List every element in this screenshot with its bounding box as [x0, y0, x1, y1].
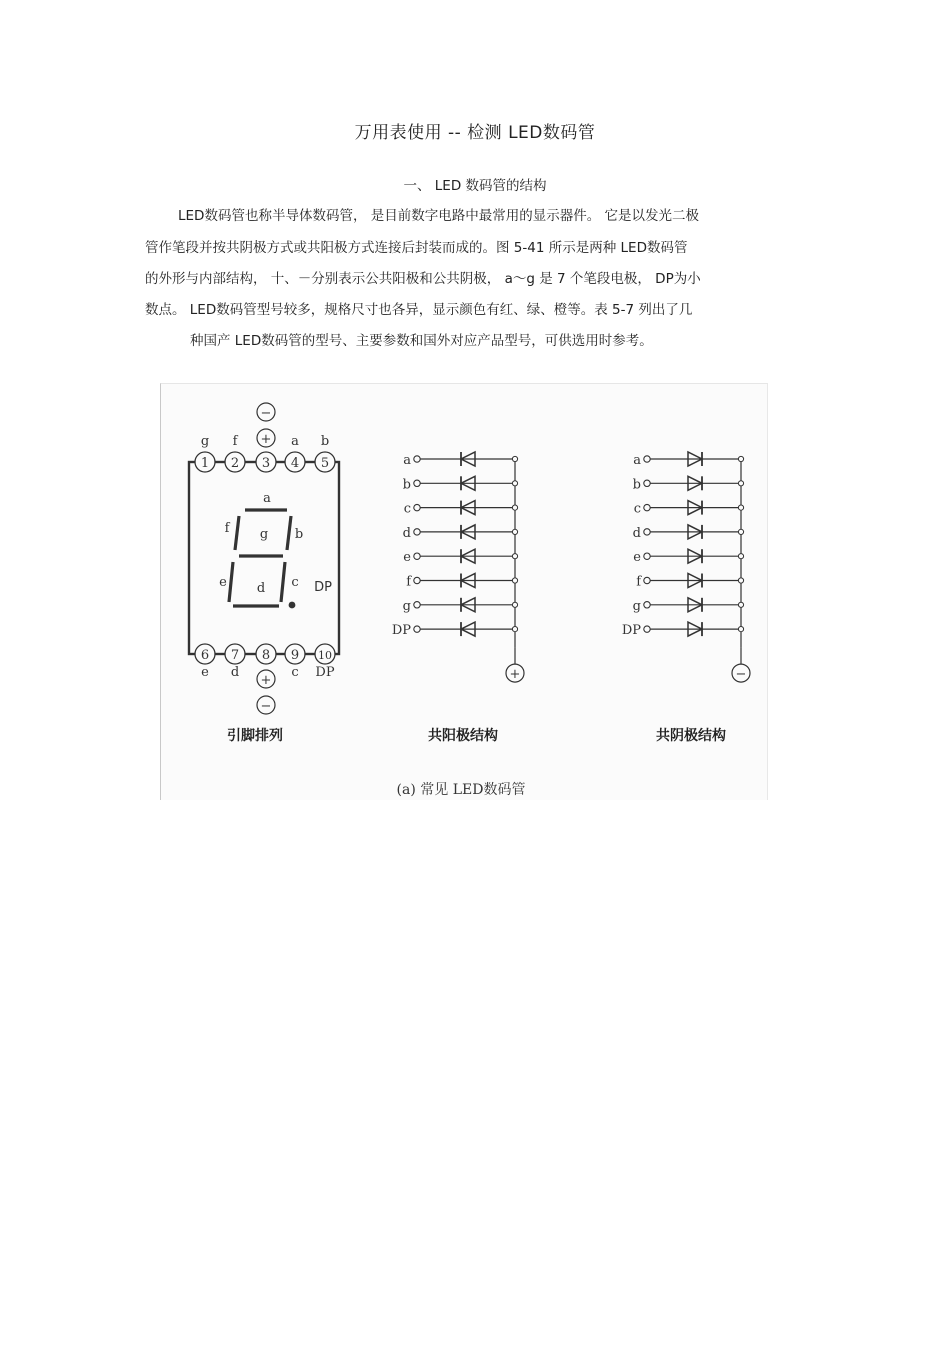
cathode-node — [738, 578, 743, 583]
anode-terminal — [414, 602, 420, 608]
anode-terminal — [414, 480, 420, 486]
pin-bottom-number: 8 — [261, 648, 271, 663]
anode-node — [512, 602, 517, 607]
anode-node — [512, 578, 517, 583]
cathode-node — [738, 529, 743, 534]
segment-label: f — [224, 521, 230, 536]
anode-row-label: a — [403, 453, 411, 468]
cathode-terminal — [644, 529, 650, 535]
cathode-row-label: f — [636, 574, 641, 590]
cathode-terminal — [644, 577, 650, 583]
section-heading: 一、 LED 数码管的结构 — [403, 178, 547, 194]
page-title: 万用表使用 -- 检测 LED数码管 — [354, 123, 596, 143]
pin-top-number: 5 — [320, 456, 330, 471]
plus-symbol: + — [260, 673, 272, 688]
pin-top-label: a — [291, 434, 299, 449]
anode-node — [512, 481, 517, 486]
dp-label: DP — [314, 580, 332, 595]
segment-label: d — [256, 581, 266, 596]
segment-f — [235, 516, 239, 550]
decimal-point — [289, 602, 296, 609]
led-figure — [160, 383, 768, 800]
pin-bottom-number: 10 — [318, 649, 332, 662]
cathode-terminal — [644, 553, 650, 559]
segment-label: b — [294, 527, 304, 542]
anode-terminal — [414, 529, 420, 535]
pin-bottom-number: 7 — [230, 648, 240, 663]
anode-row-label: g — [402, 598, 411, 614]
anode-terminal — [414, 577, 420, 583]
anode-node — [512, 529, 517, 534]
cathode-node — [738, 554, 743, 559]
anode-row-label: e — [403, 550, 411, 566]
anode-terminal — [414, 456, 420, 462]
anode-node — [512, 554, 517, 559]
anode-node — [512, 505, 517, 510]
paragraph-line-3: 的外形与内部结构， 十、－分别表示公共阳极和公共阴极， a～g 是 7 个笔段电极， DP为小 — [145, 271, 701, 287]
anode-row-label: d — [402, 525, 411, 541]
anode-node — [512, 456, 517, 461]
cathode-node — [738, 481, 743, 486]
segment-label: a — [263, 491, 271, 506]
caption-figure: (a) 常见 LED数码管 — [396, 782, 526, 798]
anode-row-label: f — [406, 574, 411, 590]
pin-top-label: g — [200, 434, 210, 449]
cathode-row-label: a — [633, 453, 641, 468]
cathode-terminal — [644, 504, 650, 510]
anode-row-label: DP — [391, 623, 411, 639]
pin-bottom-label: c — [291, 665, 299, 680]
anode-row-label: b — [402, 477, 411, 493]
anode-common-symbol: + — [509, 667, 521, 683]
paragraph-line-4: 数点。 LED数码管型号较多，规格尺寸也各异，显示颜色有红、绿、橙等。表 5-7 列出了几 — [145, 302, 693, 318]
cathode-node — [738, 505, 743, 510]
segment-label: c — [291, 575, 299, 590]
segment-b — [287, 516, 291, 550]
cathode-common-symbol: − — [735, 667, 747, 683]
caption-common-cathode: 共阴极结构 — [656, 728, 726, 744]
pin-bottom-number: 9 — [290, 648, 300, 663]
caption-common-anode: 共阳极结构 — [428, 728, 498, 744]
cathode-row-label: DP — [621, 623, 641, 639]
paragraph-line-5: 种国产 LED数码管的型号、主要参数和国外对应产品型号，可供选用时参考。 — [190, 333, 653, 349]
pin-top-number: 3 — [261, 456, 271, 471]
cathode-terminal — [644, 480, 650, 486]
anode-node — [512, 627, 517, 632]
cathode-row-label: b — [632, 477, 641, 493]
anode-terminal — [414, 504, 420, 510]
plus-symbol: + — [260, 432, 272, 447]
cathode-node — [738, 456, 743, 461]
pin-top-label: b — [320, 434, 330, 449]
segment-c — [281, 562, 285, 602]
segment-label: g — [259, 527, 269, 542]
cathode-row-label: e — [633, 550, 641, 566]
cathode-row-label: c — [633, 501, 641, 517]
anode-terminal — [414, 626, 420, 632]
cathode-node — [738, 602, 743, 607]
caption-pin-layout: 引脚排列 — [227, 728, 283, 744]
pin-bottom-label: d — [230, 665, 240, 680]
cathode-terminal — [644, 602, 650, 608]
pin-bottom-number: 6 — [200, 648, 210, 663]
cathode-row-label: g — [632, 598, 641, 614]
minus-symbol: − — [260, 699, 272, 714]
minus-symbol: − — [260, 406, 272, 421]
anode-row-label: c — [403, 501, 411, 517]
pin-top-number: 4 — [290, 456, 300, 471]
paragraph-line-2: 管作笔段并按共阴极方式或共阳极方式连接后封装而成的。图 5-41 所示是两种 LED数码管 — [145, 240, 688, 256]
paragraph-line-1: LED数码管也称半导体数码管， 是目前数字电路中最常用的显示器件。 它是以发光二极 — [178, 208, 700, 224]
cathode-node — [738, 627, 743, 632]
anode-terminal — [414, 553, 420, 559]
cathode-row-label: d — [632, 525, 641, 541]
pin-bottom-label: e — [201, 665, 209, 680]
pin-top-number: 2 — [230, 456, 240, 471]
pin-top-label: f — [232, 434, 238, 449]
segment-label: e — [219, 575, 227, 590]
cathode-terminal — [644, 456, 650, 462]
cathode-terminal — [644, 626, 650, 632]
pin-bottom-label: DP — [315, 665, 335, 680]
led-diagram — [161, 384, 767, 800]
segment-e — [229, 562, 233, 602]
pin-top-number: 1 — [200, 456, 210, 471]
